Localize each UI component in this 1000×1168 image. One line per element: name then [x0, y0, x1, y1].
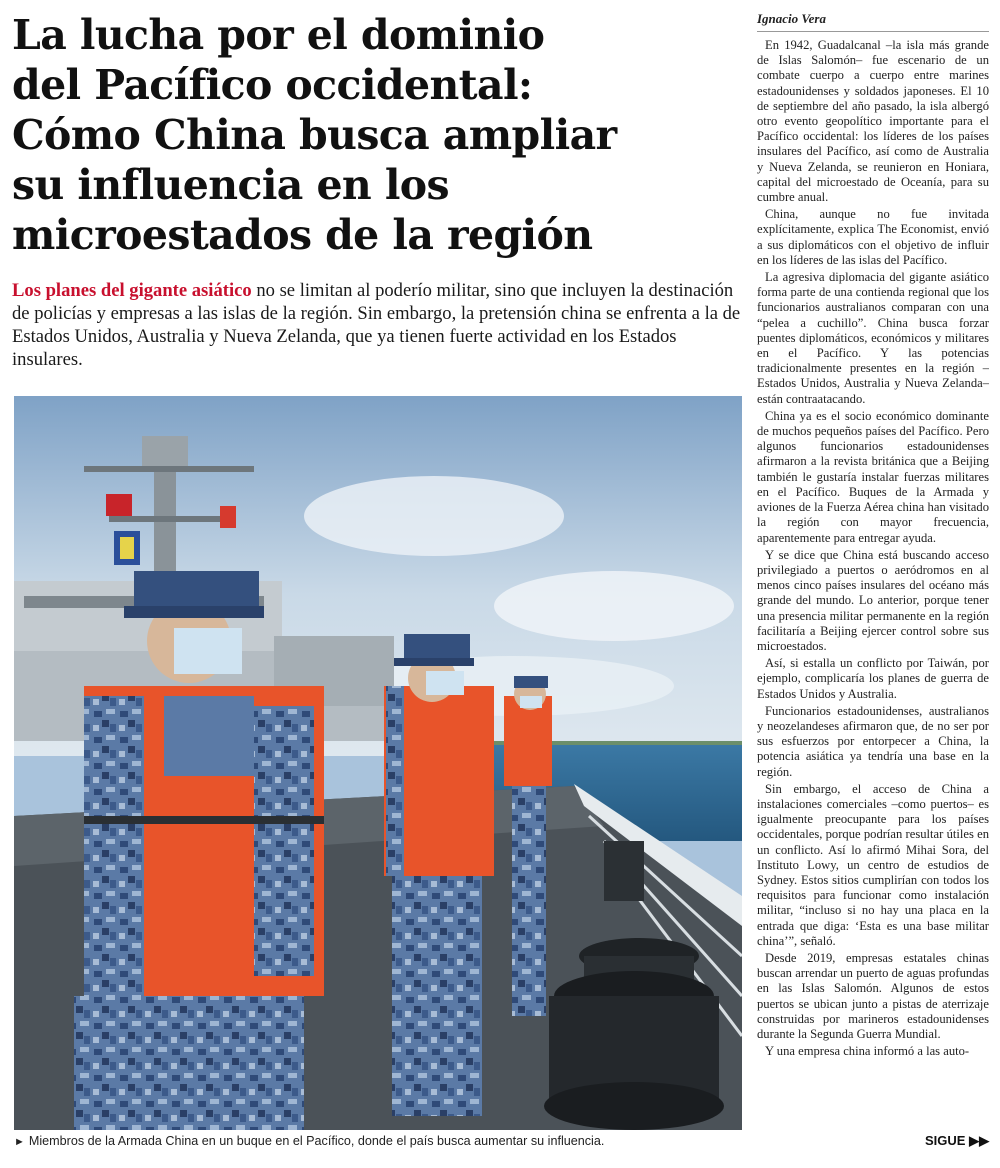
lede-kicker: Los planes del gigante asiático	[12, 280, 252, 301]
continue-label: SIGUE ▶▶	[925, 1133, 990, 1148]
caption-text: Miembros de la Armada China en un buque en el Pacífico, donde el país busca aumentar su influencia.	[28, 1134, 605, 1148]
article-paragraph: Sin embargo, el acceso de China a instalaciones comerciales –como puertos– es igualmente preocupante para los países occidentales, porque podrían resultar útiles en un conflicto. Así lo afirmó Mihai Sora, del Instituto Lowy, un centro de estudios de Sydney. Estos sitios cumplirían con todos los requisitos para funcionar como instalación militar, “incluso si no hay una placa en la entrada que diga: ‘Esta es una base militar china’”, señaló.	[757, 781, 989, 948]
article-paragraph: Y una empresa china informó a las auto-	[765, 1044, 970, 1059]
article-paragraph: China ya es el socio económico dominante de muchos pequeños países del Pacífico. Pero algunos funcionarios estadounidenses afirmaron a la revista británica que a Beijing también le gustaría instalar fuerzas militares en el Pacífico. Buques de la Armada y aviones de la Fuerza Aérea china han visitado la región con mayor frecuencia, aparentemente para entregar ayuda.	[757, 408, 989, 545]
article-paragraph: Así, si estalla un conflicto por Taiwán, por ejemplo, complicaría los planes de guerra de Estados Unidos y Australia.	[757, 656, 989, 701]
byline: Ignacio Vera	[757, 11, 989, 32]
article-paragraph: Funcionarios estadounidenses, australianos y neozelandeses afirmaron que, de no ser por sus esfuerzos por entorpecer a China, la potencia asiática ya tendría una base en la región.	[757, 703, 989, 779]
headline	[12, 10, 742, 260]
lede	[12, 279, 742, 371]
headline-line: Cómo China busca ampliar	[12, 111, 617, 159]
navy-sailors-photo	[14, 396, 742, 1130]
article-paragraph: China, aunque no fue invitada explícitamente, explica The Economist, envió a sus diplomáticos con el objetivo de influir en los líderes de las islas del Pacífico.	[757, 207, 989, 267]
headline-line: del Pacífico occidental:	[12, 61, 533, 109]
article-paragraph: Desde 2019, empresas estatales chinas buscan arrendar un puerto de aguas profundas en las Islas Salomón. Algunos de estos puertos se ubican junto a pistas de aterrizaje construidas por marineros estadounidenses durante la Segunda Guerra Mundial.	[757, 950, 989, 1041]
article-paragraph: En 1942, Guadalcanal –la isla más grande de Islas Salomón– fue escenario de un combate cuerpo a cuerpo entre marines estadounidenses y soldados japoneses. El 10 de septiembre del año pasado, la isla albergó otro evento geopolítico importante para el Pacífico occidental: los líderes de los países insulares del Pacífico, así como de Australia y Nueva Zelanda, se reunieron en Honiara, capital del microestado de Oceanía, para su cumbre anual.	[757, 38, 989, 205]
article-photo	[14, 396, 742, 1130]
headline-line: microestados de la región	[12, 211, 593, 259]
caption-marker-icon: ►	[14, 1136, 25, 1148]
lede-text: no se limitan al poderío militar, sino que incluyen la destinación de policías y empresas a las islas de la región. Sin embargo, la pretensión china se enfrenta a la de Estados Unidos, Australia y Nueva Zelanda, que ya tienen fuerte actividad en los Estados insulares.	[12, 280, 741, 370]
photo-caption	[14, 1134, 742, 1148]
headline-line: La lucha por el dominio	[12, 11, 545, 59]
headline-line: su influencia en los	[12, 161, 450, 209]
article-paragraph: Y se dice que China está buscando acceso privilegiado a puertos o aeródromos en al menos cinco países insulares del océano más grande del mundo. Lo anterior, porque tener una presencia militar permanente en la región facilitaría a Beijing ejercer control sobre sus microestados.	[757, 547, 989, 653]
article-body	[757, 38, 989, 1146]
article-paragraph: La agresiva diplomacia del gigante asiático forma parte de una contienda regional que los funcionarios australianos comparan con una “pelea a cuchillo”. China busca forzar puentes diplomáticos, económicos y militares en el Pacífico. Y las potencias tradicionalmente presentes en la región –Estados Unidos, Australia y Nueva Zelanda– están contraatacando.	[757, 270, 989, 406]
